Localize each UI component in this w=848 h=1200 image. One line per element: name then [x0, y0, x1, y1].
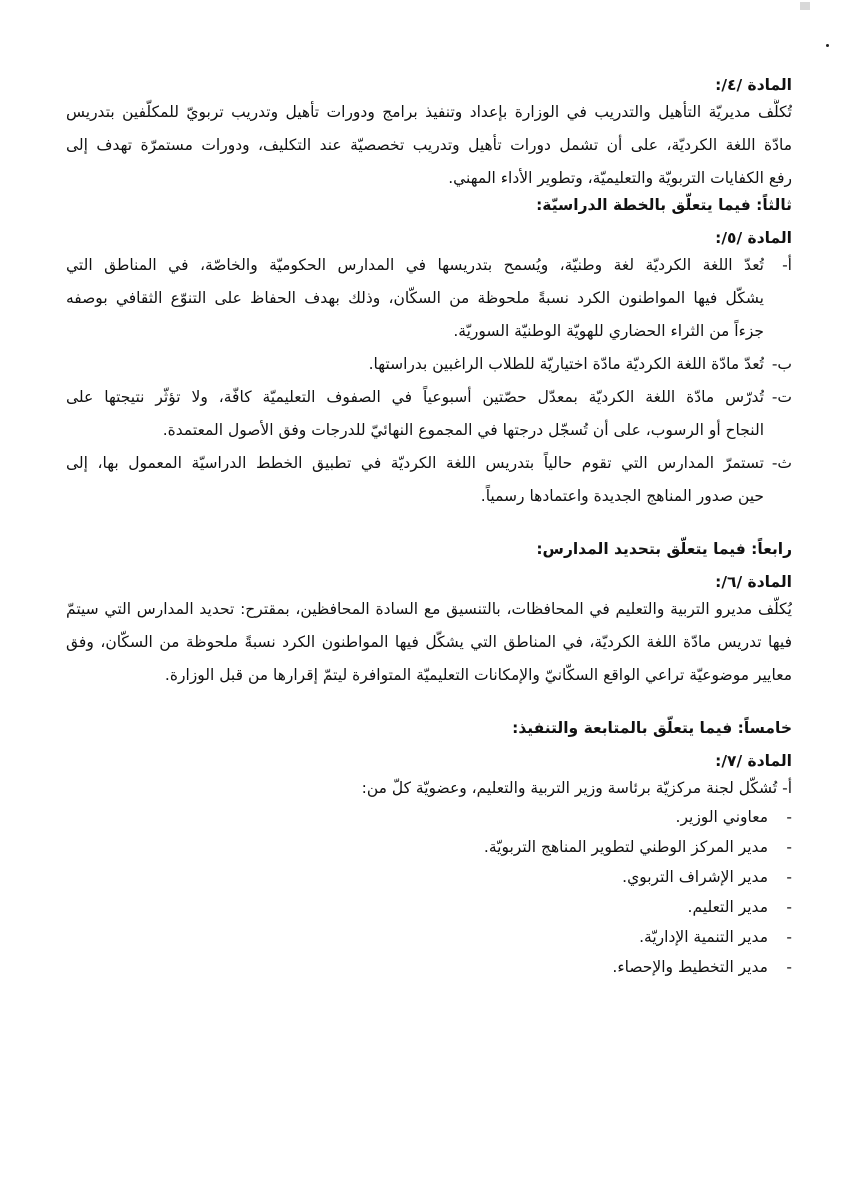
article-7-heading: المادة /٧/: — [715, 752, 792, 770]
article-6-heading: المادة /٦/: — [715, 573, 792, 591]
article-5-item-a-line-3: جزءاً من الثراء الحضاري للهويّة الوطنيّة السوريّة. — [453, 322, 764, 340]
committee-member — [66, 802, 792, 832]
section-4-heading: رابعاً: فيما يتعلّق بتحديد المدارس: — [536, 540, 792, 558]
committee-member — [66, 832, 792, 862]
committee-member — [66, 892, 792, 922]
article-5-item-t-line-1: تُدرّس مادّة اللغة الكرديّة بمعدّل حصّتين أسبوعياً في الصفوف التعليميّة كافّة، ولا تؤثّر نتيجتها على — [66, 388, 764, 406]
article-5-item-a-line-1: تُعدّ اللغة الكرديّة لغة وطنيّة، ويُسمح بتدريسها في المدارس الحكوميّة والخاصّة، في المناطق التي — [66, 256, 764, 274]
article-5-item-th-line-1: تستمرّ المدارس التي تقوم حالياً بتدريس اللغة الكرديّة في تطبيق الخطط الدراسيّة المعمول بها، إلى — [66, 454, 764, 472]
article-5-item-t — [66, 384, 792, 444]
committee-member-text: معاوني الوزير. — [675, 808, 768, 826]
item-marker: أ- — [782, 256, 792, 274]
committee-member-text: مدير المركز الوطني لتطوير المناهج التربويّة. — [483, 838, 768, 856]
article-6-line-3: معايير موضوعيّة تراعي الواقع السكّانيّ والإمكانات التعليميّة المتوافرة ليتمّ إقرارها من قبل الوزارة. — [164, 666, 792, 684]
committee-member-text: مدير التخطيط والإحصاء. — [612, 958, 768, 976]
section-3-heading: ثالثاً: فيما يتعلّق بالخطة الدراسيّة: — [536, 196, 792, 214]
dash-bullet: - — [786, 838, 792, 856]
committee-member-text: مدير التعليم. — [687, 898, 768, 916]
document-page — [66, 72, 792, 982]
article-5-item-t-line-2: النجاح أو الرسوب، على أن تُسجّل درجتها في المجموع النهائيّ للدرجات وفق الأصول المعتمدة. — [162, 421, 764, 439]
dash-bullet: - — [786, 958, 792, 976]
committee-member — [66, 862, 792, 892]
article-4-heading: المادة /٤/: — [715, 76, 792, 94]
item-marker: ث- — [771, 454, 792, 472]
article-4-line-3: رفع الكفايات التربويّة والتعليميّة، وتطوير الأداء المهني. — [448, 169, 792, 187]
dash-bullet: - — [786, 928, 792, 946]
article-4-line-1: تُكلَّف مديريّة التأهيل والتدريب في الوزارة بإعداد وتنفيذ برامج ودورات تأهيل وتدريب تربويّ للمكلّفين بتدريس — [66, 103, 792, 121]
article-7-intro: أ- تُشكّل لجنة مركزيّة برئاسة وزير التربية والتعليم، وعضويّة كلّ من: — [361, 779, 792, 797]
committee-member-text: مدير الإشراف التربوي. — [622, 868, 768, 886]
dash-bullet: - — [786, 898, 792, 916]
article-5-item-b-line-1: تُعدّ مادّة اللغة الكرديّة مادّة اختياريّة للطلاب الراغبين بدراستها. — [368, 355, 764, 373]
article-5-heading: المادة /٥/: — [715, 229, 792, 247]
article-5-item-b — [66, 351, 792, 378]
item-marker: ت- — [771, 388, 792, 406]
article-6-line-1: يُكلّف مديرو التربية والتعليم في المحافظات، بالتنسيق مع السادة المحافظين، بمقترح: تحديد المدارس التي سيتمّ — [66, 600, 792, 618]
committee-member — [66, 922, 792, 952]
scan-artifact — [800, 2, 810, 10]
committee-member — [66, 952, 792, 982]
article-5-item-th-line-2: حين صدور المناهج الجديدة واعتمادها رسمياً. — [480, 487, 764, 505]
committee-member-text: مدير التنمية الإداريّة. — [639, 928, 768, 946]
article-4-line-2: مادّة اللغة الكرديّة، على أن تشمل دورات تأهيل وتدريب تخصصيّة عند التكليف، ودورات مستمرّة تهدف إلى — [66, 136, 792, 154]
dash-bullet: - — [786, 868, 792, 886]
article-5-item-a — [66, 252, 792, 345]
item-marker: ب- — [771, 355, 792, 373]
article-5-item-th — [66, 450, 792, 510]
article-6-line-2: فيها تدريس مادّة اللغة الكرديّة، في المناطق التي يشكّل فيها المواطنون الكرد نسبةً ملحوظة من السكّان، وفق — [66, 633, 792, 651]
scan-dot — [826, 44, 829, 47]
dash-bullet: - — [786, 808, 792, 826]
section-5-heading: خامساً: فيما يتعلّق بالمتابعة والتنفيذ: — [512, 719, 792, 737]
article-5-item-a-line-2: يشكّل فيها المواطنون الكرد نسبةً ملحوظة من السكّان، وذلك بهدف الحفاظ على التنوّع الثقافي بوصفه — [66, 289, 764, 307]
